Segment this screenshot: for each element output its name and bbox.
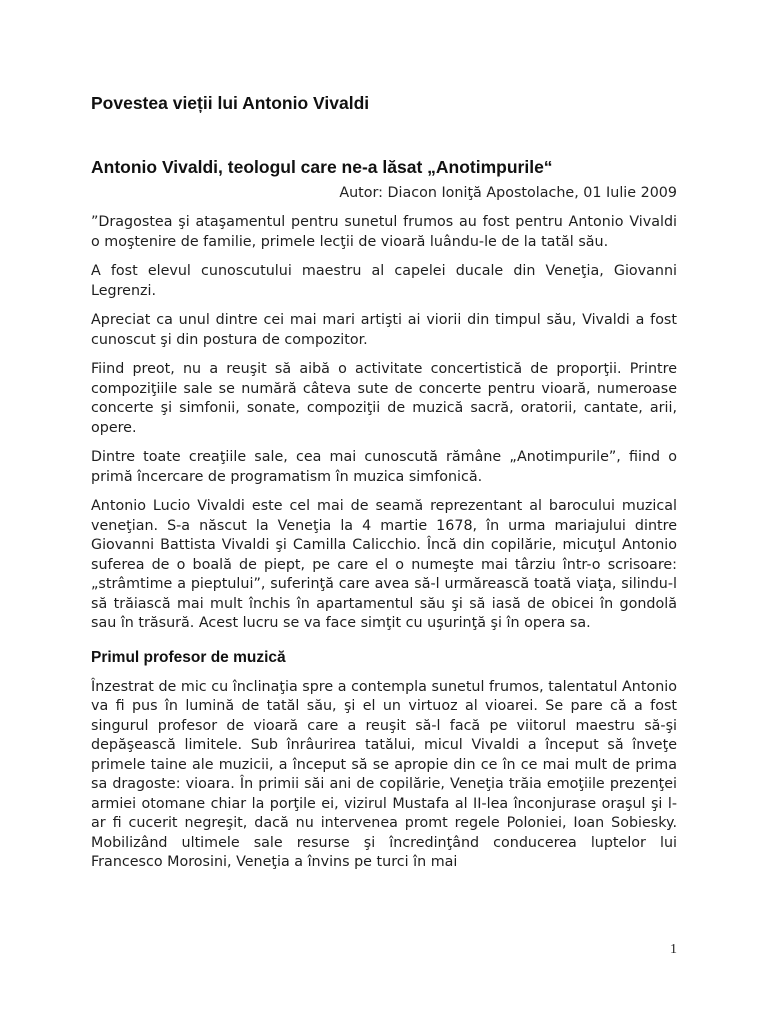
author-line: Autor: Diacon Ioniţă Apostolache, 01 Iulie 2009 (339, 185, 677, 201)
paragraph: ”Dragostea şi ataşamentul pentru sunetul frumos au fost pentru Antonio Vivaldi o moştenire de familie, primele lecţii de vioară luându-le de la tatăl său. (91, 214, 677, 250)
document-title: Povestea vieții lui Antonio Vivaldi (91, 93, 370, 113)
paragraph: Apreciat ca unul dintre cei mai mari artişti ai viorii din timpul său, Vivaldi a fost cunoscut şi din postura de compozitor. (91, 312, 677, 348)
paragraph: Fiind preot, nu a reuşit să aibă o activitate concertistică de proporţii. Printre compoziţiile sale se numără câteva sute de concerte pentru vioară, numeroase concerte şi simfonii, sonate, compoziţii de muzică sacră, oratorii, cantate, arii, opere. (91, 361, 677, 436)
section-paragraph: Înzestrat de mic cu înclinaţia spre a contempla sunetul frumos, talentatul Antonio va fi pus în lumină de tatăl său, şi el un virtuoz al vioarei. Se pare că a fost singurul profesor de vioară care a reuşit să-l facă pe viitorul maestru să-şi depăşească limitele. Sub înrâurirea tatălui, micul Vivaldi a început să înveţe primele taine ale muzicii, a început să se apropie din ce în ce mai mult de prima sa dragoste: vioara. În primii săi ani de copilărie, Veneţia trăia emoţiile prezenţei armiei otomane chiar la porţile ei, vizirul Mustafa al II-lea înconjurase oraşul şi l-ar fi cucerit negreşit, dacă nu intervenea promt regele Poloniei, Ioan Sobiesky. Mobilizând ultimele sale resurse şi încredinţând conducerea luptelor lui Francesco Morosini, Veneţia a învins pe turci în mai (91, 678, 677, 870)
paragraph: A fost elevul cunoscutului maestru al capelei ducale din Veneţia, Giovanni Legrenzi. (91, 263, 677, 299)
page-number: 1 (670, 942, 677, 957)
paragraph: Antonio Lucio Vivaldi este cel mai de seamă reprezentant al barocului muzical veneţian. S-a născut la Veneţia la 4 martie 1678, în urma mariajului dintre Giovanni Battista Vivaldi şi Camilla Calicchio. Încă din copilărie, micuţul Antonio suferea de o boală de piept, pe care el o numeşte mai târziu într-o scrisoare: „strâmtime a pieptului”, suferinţă care avea să-l urmărească toată viaţa, silindu-l să trăiască mai mult închis în apartamentul său şi să iasă de obicei în gondolă sau în trăsură. Acest lucru se va face simţit cu uşurinţă şi în opera sa. (91, 498, 677, 631)
document-subtitle: Antonio Vivaldi, teologul care ne-a lăsat „Anotimpurile“ (91, 157, 553, 177)
section-heading: Primul profesor de muzică (91, 648, 286, 666)
paragraph: Dintre toate creaţiile sale, cea mai cunoscută rămâne „Anotimpurile”, fiind o primă încercare de programatism în muzica simfonică. (91, 449, 677, 485)
